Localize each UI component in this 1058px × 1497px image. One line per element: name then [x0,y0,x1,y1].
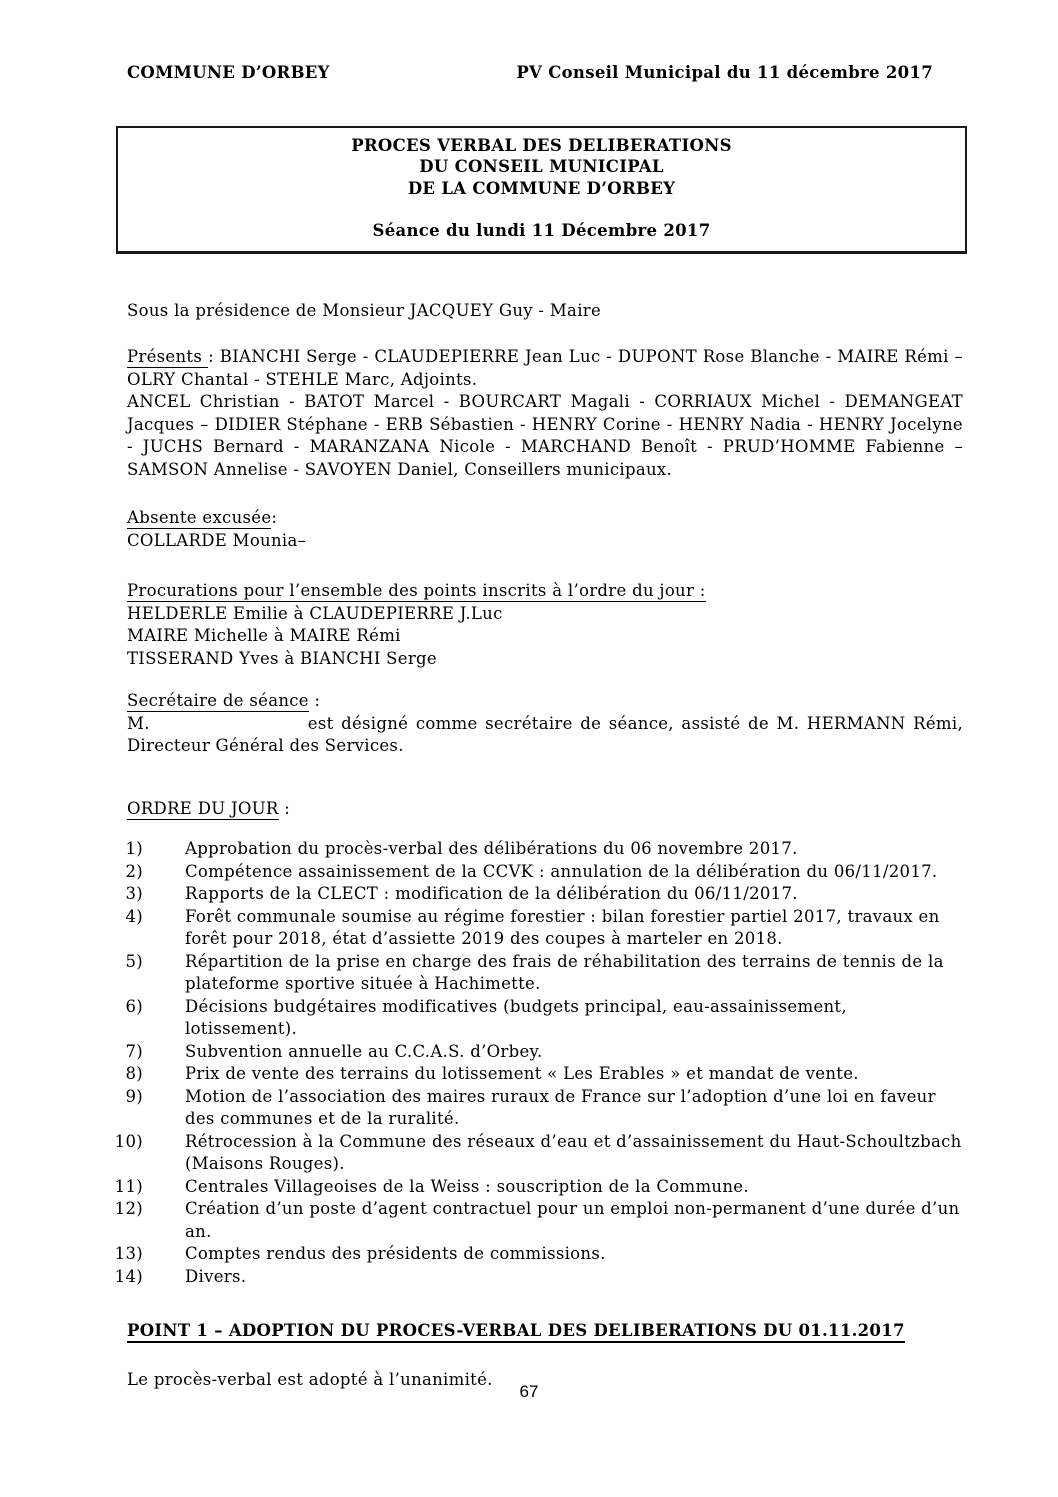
presents-paragraph [127,346,963,481]
agenda-item [110,1243,963,1266]
agenda-item-text: Approbation du procès-verbal des délibérations du 06 novembre 2017. [185,839,798,858]
agenda-item [110,1266,963,1289]
session-date: Séance du lundi 11 Décembre 2017 [372,221,711,240]
commune-name: COMMUNE D’ORBEY [127,63,330,82]
title-line-3: DE LA COMMUNE D’ORBEY [407,178,676,198]
agenda-item [110,1176,963,1199]
secretaire-heading [127,690,963,713]
ordre-du-jour-list [110,838,963,1288]
agenda-item-number: 14) [114,1266,143,1286]
absente-heading [127,507,963,530]
agenda-item-text: Rapports de la CLECT : modification de la délibération du 06/11/2017. [185,884,798,903]
agenda-item [110,883,963,906]
title-box [116,126,967,254]
agenda-item-text: Prix de vente des terrains du lotissement « Les Erables » et mandat de vente. [185,1064,859,1083]
ordre-du-jour-colon: : [278,798,291,818]
ordre-du-jour-heading [127,798,963,821]
agenda-item-number: 8) [125,1064,143,1083]
absente-section [127,507,963,552]
procuration-line: TISSERAND Yves à BIANCHI Serge [127,648,437,668]
presents-separator: : [208,347,220,366]
presents-adjoints: BIANCHI Serge - CLAUDEPIERRE Jean Luc - DUPONT Rose Blanche - MAIRE Rémi – OLRY Chantal - STEHLE Marc, Adjoints. [127,347,963,389]
title-line-1: PROCES VERBAL DES DELIBERATIONS [351,135,732,155]
agenda-item-text: Subvention annuelle au C.C.A.S. d’Orbey. [185,1041,543,1061]
agenda-item [110,906,963,951]
agenda-item-number: 10) [114,1131,143,1151]
point1-body: Le procès-verbal est adopté à l’unanimité. [127,1369,493,1389]
agenda-item-number: 7) [125,1041,143,1061]
title-line-2: DU CONSEIL MUNICIPAL [419,157,664,176]
agenda-item-text: Comptes rendus des présidents de commissions. [185,1244,606,1263]
procurations-section [127,580,963,670]
agenda-item-number: 6) [125,996,143,1016]
point1-heading-text: POINT 1 – ADOPTION DU PROCES-VERBAL DES DELIBERATIONS DU 01.11.2017 [127,1321,905,1343]
document-header [127,0,963,85]
presents-conseillers: ANCEL Christian - BATOT Marcel - BOURCART Magali - CORRIAUX Michel - DEMANGEAT Jacques – DIDIER Stéphane - ERB Sébastien - HENRY Corine - HENRY Nadia - HENRY Jocelyne - JUCHS Bernard - MARANZANA Nicole - MARCHAND Benoît - PRUD’HOMME Fabienne – SAMSON Annelise - SAVOYEN Daniel, Conseillers municipaux. [127,392,963,479]
secretaire-designation [127,713,963,758]
agenda-item [110,1041,963,1064]
secretaire-prefix: M. [127,713,150,733]
agenda-item-number: 9) [125,1086,143,1106]
agenda-item [110,861,963,884]
page-number: 67 [519,1382,539,1401]
agenda-item [110,838,963,861]
secretaire-colon: : [308,691,321,710]
agenda-item-number: 2) [125,861,143,881]
agenda-item [110,1063,963,1086]
agenda-item-number: 1) [125,839,143,858]
pv-header-title: PV Conseil Municipal du 11 décembre 2017 [516,63,933,82]
ordre-du-jour-label: ORDRE DU JOUR [127,798,279,818]
agenda-item-text: Création d’un poste d’agent contractuel pour un emploi non-permanent d’une durée d’un an. [185,1199,960,1241]
agenda-item-text: Compétence assainissement de la CCVK : annulation de la délibération du 06/11/2017. [185,861,938,881]
secretaire-text: est désigné comme secrétaire de séance, assisté de M. HERMANN Rémi, Directeur Général des Services. [127,713,963,755]
secretaire-section [127,690,963,758]
absente-name: COLLARDE Mounia– [127,530,307,550]
secretaire-label: Secrétaire de séance [127,691,309,710]
agenda-item-text: Centrales Villageoises de la Weiss : souscription de la Commune. [185,1176,749,1196]
procurations-label: Procurations pour l’ensemble des points inscrits à l’ordre du jour : [127,581,706,600]
procuration-line: HELDERLE Emilie à CLAUDEPIERRE J.Luc [127,603,503,623]
agenda-item-text: Motion de l’association des maires ruraux de France sur l’adoption d’une loi en faveur des communes et de la ruralité. [185,1086,936,1128]
agenda-item-text: Décisions budgétaires modificatives (budgets principal, eau-assainissement, lotissement). [185,996,847,1038]
agenda-item-text: Divers. [185,1266,247,1286]
agenda-item-text: Répartition de la prise en charge des frais de réhabilitation des terrains de tennis de la plateforme sportive située à Hachimette. [185,951,944,993]
procuration-line: MAIRE Michelle à MAIRE Rémi [127,626,401,645]
agenda-item-text: Forêt communale soumise au régime forestier : bilan forestier partiel 2017, travaux en forêt pour 2018, état d’assiette 2019 des coupes à marteler en 2018. [185,906,940,948]
procurations-heading [127,580,963,603]
agenda-item [110,1086,963,1131]
presidence-line: Sous la présidence de Monsieur JACQUEY Guy - Maire [127,300,602,320]
point1-heading [127,1320,963,1343]
agenda-item [110,1198,963,1243]
agenda-item [110,1131,963,1176]
agenda-item [110,996,963,1041]
agenda-item-text: Rétrocession à la Commune des réseaux d’eau et d’assainissement du Haut-Schoultzbach (Maisons Rouges). [185,1131,962,1173]
agenda-item-number: 5) [125,951,143,971]
absente-label: Absente excusée [127,508,272,527]
presents-label: Présents [127,347,208,368]
absente-colon: : [271,508,278,527]
agenda-item-number: 3) [125,884,143,903]
agenda-item-number: 12) [114,1199,143,1218]
agenda-item-number: 11) [114,1176,143,1196]
agenda-item-number: 4) [125,906,143,926]
agenda-item [110,951,963,996]
agenda-item-number: 13) [114,1244,143,1263]
